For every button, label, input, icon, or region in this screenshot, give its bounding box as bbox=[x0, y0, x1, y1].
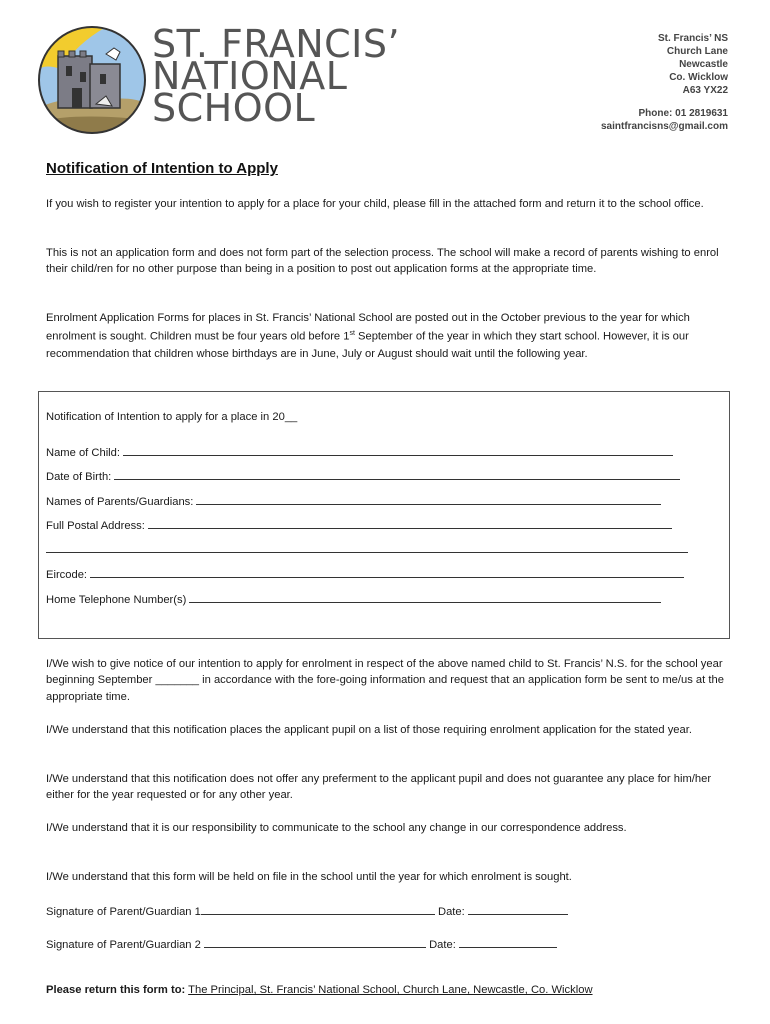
return-label: Please return this form to: bbox=[46, 984, 186, 996]
child-name-input-line[interactable] bbox=[123, 444, 673, 456]
address-line: Co. Wicklow bbox=[669, 72, 728, 83]
september-year-blank[interactable]: _______ bbox=[152, 674, 203, 687]
declaration-2: I/We understand that this notification places the applicant pupil on a list of those requiring enrolment application for the stated year. bbox=[46, 724, 692, 736]
home-phone-input-line[interactable] bbox=[189, 591, 661, 603]
return-address: The Principal, St. Francis’ National School, Church Lane, Newcastle, Co. Wicklow bbox=[188, 984, 593, 996]
declaration-1a: I/We wish to give notice of our intention to apply for enrolment in respect of the above named child to St. Francis’ N.S. for the school year beginning September bbox=[46, 658, 723, 687]
school-name-line3: SCHOOL bbox=[152, 86, 316, 130]
parents-label: Names of Parents/Guardians: bbox=[46, 496, 194, 508]
date-1-input-line[interactable] bbox=[468, 903, 568, 915]
signature-2-input-line[interactable] bbox=[204, 936, 426, 948]
intro-paragraph-1: If you wish to register your intention to apply for a place for your child, please fill in the attached form and return it to the school office. bbox=[46, 198, 704, 210]
school-castle-logo bbox=[36, 24, 148, 136]
parents-input-line[interactable] bbox=[196, 493, 661, 505]
date-1-label: Date: bbox=[437, 906, 465, 918]
address-line: Church Lane bbox=[666, 46, 728, 57]
signature-row-1 bbox=[46, 903, 568, 918]
declaration-5: I/We understand that this form will be held on file in the school until the year for which enrolment is sought. bbox=[46, 871, 572, 883]
declaration-1 bbox=[46, 656, 726, 705]
postal-address-input-line[interactable] bbox=[148, 517, 672, 529]
form-heading: Notification of Intention to apply for a place in 20__ bbox=[46, 411, 298, 423]
home-phone-label: Home Telephone Number(s) bbox=[46, 594, 187, 606]
eircode-label: Eircode: bbox=[46, 569, 88, 581]
declaration-3: I/We understand that this notification does not offer any preferment to the applicant pupil and does not guarantee any place for him/her either for the year requested or for any other year. bbox=[46, 773, 712, 802]
intro-paragraph-3 bbox=[46, 310, 726, 362]
eircode-field[interactable] bbox=[46, 566, 696, 581]
dob-field[interactable] bbox=[46, 468, 696, 483]
child-name-field[interactable] bbox=[46, 444, 696, 459]
postal-address-field-2[interactable] bbox=[46, 541, 696, 556]
home-phone-field[interactable] bbox=[46, 591, 696, 606]
date-2-label: Date: bbox=[429, 939, 456, 951]
intro-paragraph-2: This is not an application form and does not form part of the selection process. The school will make a record of parents wishing to enrol their child/ren for no other purpose than being in a position to post out application forms at the appropriate time. bbox=[46, 247, 719, 276]
eircode-input-line[interactable] bbox=[90, 566, 684, 578]
page-title: Notification of Intention to Apply bbox=[46, 160, 278, 177]
intro-paragraph-3a: Enrolment Application Forms for places in St. Francis’ National School are posted out in the October previous to the year for which enrolment is sought. Children must be four years old before 1 bbox=[46, 312, 690, 344]
postal-address-label: Full Postal Address: bbox=[46, 520, 145, 532]
email-address: saintfrancisns@gmail.com bbox=[600, 121, 728, 132]
dob-input-line[interactable] bbox=[114, 468, 680, 480]
parents-field[interactable] bbox=[46, 493, 696, 508]
child-name-label: Name of Child: bbox=[46, 447, 120, 459]
declaration-4: I/We understand that it is our responsibility to communicate to the school any change in our correspondence address. bbox=[46, 822, 627, 834]
school-address bbox=[601, 32, 728, 133]
address-line: A63 YX22 bbox=[682, 85, 728, 96]
date-2-input-line[interactable] bbox=[459, 936, 557, 948]
school-name bbox=[152, 22, 401, 130]
signature-1-label: Signature of Parent/Guardian 1 bbox=[46, 906, 201, 918]
postal-address-field[interactable] bbox=[46, 517, 696, 532]
signature-2-label: Signature of Parent/Guardian 2 bbox=[46, 939, 201, 951]
return-instructions bbox=[46, 984, 593, 996]
signature-row-2 bbox=[46, 936, 557, 951]
school-name-line1: ST. FRANCIS’ bbox=[152, 22, 401, 66]
address-line: St. Francis’ NS bbox=[657, 33, 728, 44]
postal-address-input-line-2[interactable] bbox=[46, 541, 688, 553]
dob-label: Date of Birth: bbox=[46, 471, 112, 483]
signature-1-input-line[interactable] bbox=[201, 903, 435, 915]
address-line: Newcastle bbox=[679, 59, 728, 70]
school-name-line2: NATIONAL bbox=[152, 54, 348, 98]
phone-number: Phone: 01 2819631 bbox=[638, 108, 728, 119]
declaration-1b: in accordance with the fore-going information and request that an application form be sent to me/us at the appropriate time. bbox=[46, 674, 724, 703]
superscript: st bbox=[349, 330, 355, 338]
intro-paragraph-3b: September of the year in which they start school. However, it is our recommendation that children whose birthdays are in June, July or August should wait until the following year. bbox=[46, 331, 689, 360]
